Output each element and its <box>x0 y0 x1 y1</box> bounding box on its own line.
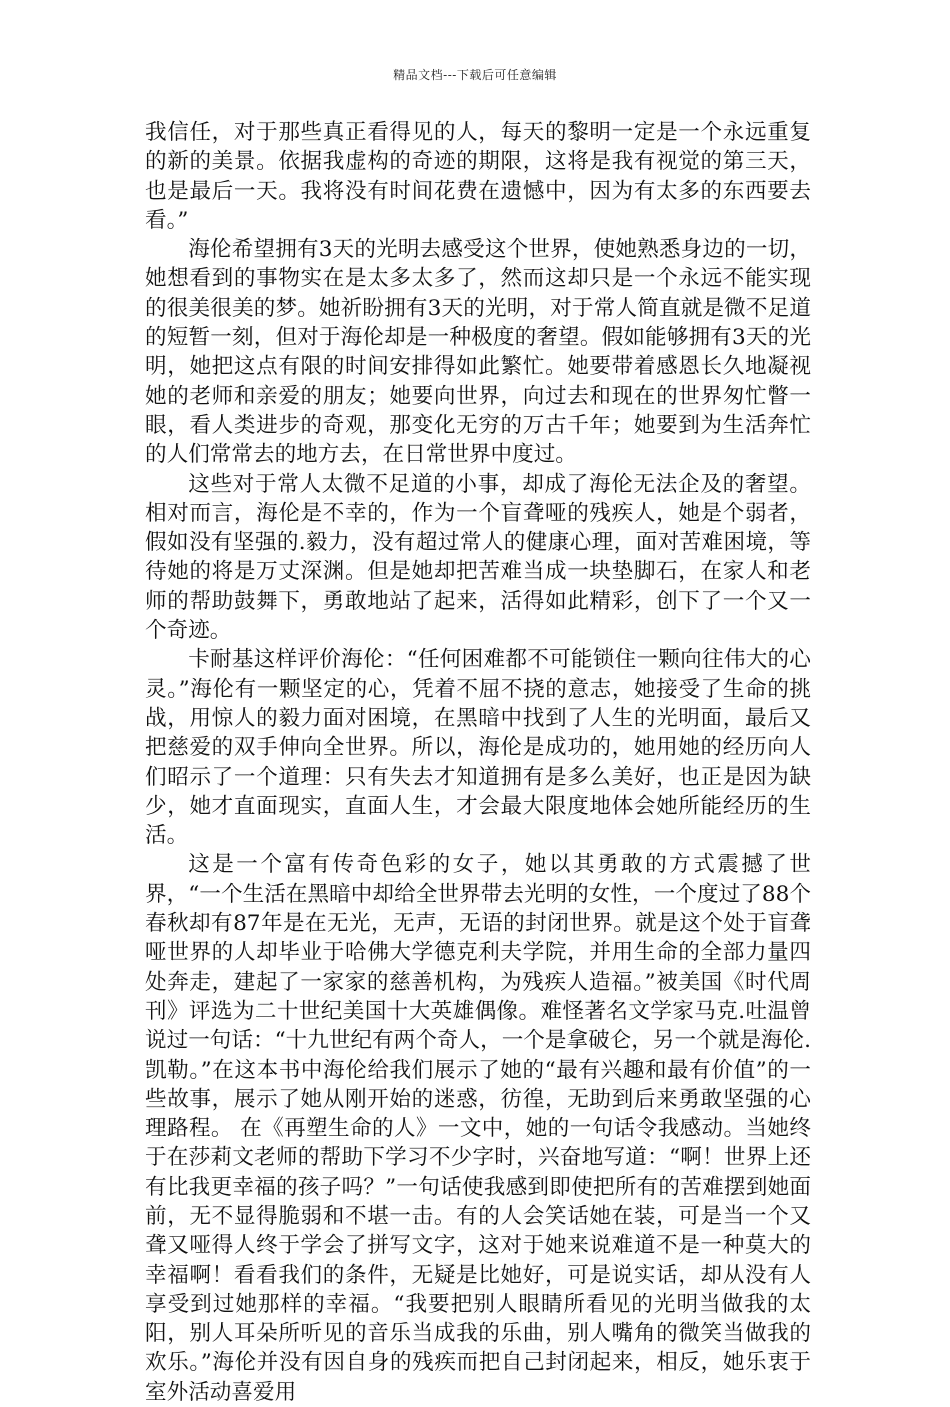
paragraph: 这是一个富有传奇色彩的女子，她以其勇敢的方式震撼了世界，“一个生活在黑暗中却给全世界带去光明的女性，一个度过了88个春秋却有87年是在无光，无声，无语的封闭世界。就是这个处于盲聋哑世界的人却毕业于哈佛大学德克利夫学院，并用生命的全部力量四处奔走，建起了一家家的慈善机构，为残疾人造福。”被美国《时代周刊》评选为二十世纪美国十大英雄偶像。难怪著名文学家马克.吐温曾说过一句话：“十九世纪有两个奇人，一个是拿破仑，另一个就是海伦.凯勒。”在这本书中海伦给我们展示了她的“最有兴趣和最有价值”的一些故事，展示了她从刚开始的迷惑，彷徨，无助到后来勇敢坚强的心理路程。 在《再塑生命的人》一文中，她的一句话令我感动。当她终于在莎莉文老师的帮助下学习不少字时，兴奋地写道：“啊！世界上还有比我更幸福的孩子吗？”一句话使我感到即使把所有的苦难摆到她面前，无不显得脆弱和不堪一击。有的人会笑话她在装，可是当一个又聋又哑得人终于学会了拼写文字，这对于她来说难道不是一种莫大的幸福啊！看看我们的条件，无疑是比她好，可是说实话，却从没有人享受到过她那样的幸福。“我要把别人眼睛所看见的光明当做我的太阳，别人耳朵所听见的音乐当成我的乐曲，别人嘴角的微笑当做我的欢乐。”海伦并没有因自身的残疾而把自己封闭起来，相反，她乐衷于室外活动喜爱用 <box>145 852 811 1405</box>
paragraph: 海伦希望拥有3天的光明去感受这个世界，使她熟悉身边的一切，她想看到的事物实在是太多太多了，然而这却只是一个永远不能实现的很美很美的梦。她祈盼拥有3天的光明，对于常人简直就是微不足道的短暂一刻，但对于海伦却是一种极度的奢望。假如能够拥有3天的光明，她把这点有限的时间安排得如此繁忙。她要带着感恩长久地凝视她的老师和亲爱的朋友；她要向世界，向过去和现在的世界匆忙瞥一眼，看人类进步的奇观，那变化无穷的万古千年；她要到为生活奔忙的人们常常去的地方去，在日常世界中度过。 <box>145 237 811 468</box>
paragraph: 这些对于常人太微不足道的小事，却成了海伦无法企及的奢望。相对而言，海伦是不幸的，作为一个盲聋哑的残疾人，她是个弱者，假如没有坚强的.毅力，没有超过常人的健康心理，面对苦难困境，等待她的将是万丈深渊。但是她却把苦难当成一块垫脚石，在家人和老师的帮助鼓舞下，勇敢地站了起来，活得如此精彩，创下了一个又一个奇迹。 <box>145 471 811 644</box>
paragraph: 我信任，对于那些真正看得见的人，每天的黎明一定是一个永远重复的新的美景。依据我虚构的奇迹的期限，这将是我有视觉的第三天，也是最后一天。我将没有时间花费在遗憾中，因为有太多的东西要去看。” <box>145 120 811 233</box>
paragraph: 卡耐基这样评价海伦：“任何困难都不可能锁住一颗向往伟大的心灵。”海伦有一颗坚定的心，凭着不屈不挠的意志，她接受了生命的挑战，用惊人的毅力面对困境，在黑暗中找到了人生的光明面，最后又把慈爱的双手伸向全世界。所以，海伦是成功的，她用她的经历向人们昭示了一个道理：只有失去才知道拥有是多么美好，也正是因为缺少，她才直面现实，直面人生，才会最大限度地体会她所能经历的生活。 <box>145 647 811 849</box>
document-body <box>145 118 811 1407</box>
page-header: 精品文档---下载后可任意编辑 <box>393 68 557 82</box>
